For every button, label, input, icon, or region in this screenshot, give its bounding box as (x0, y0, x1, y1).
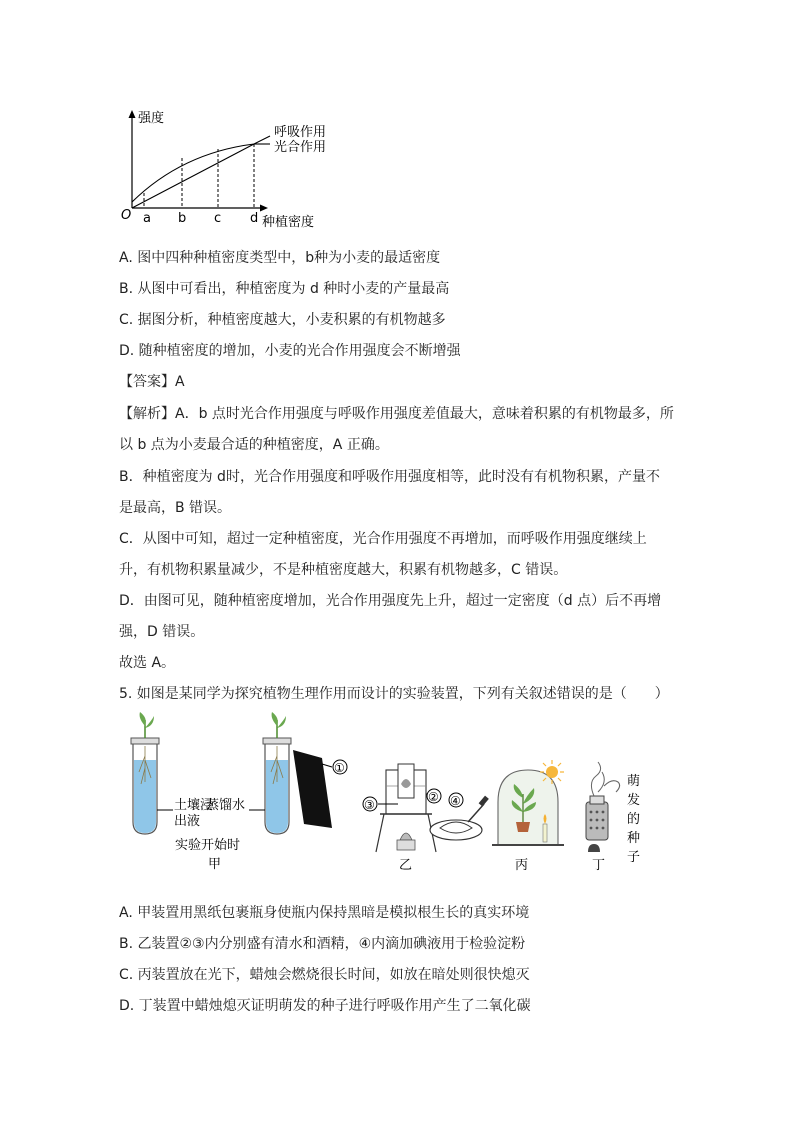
q4-analysis-line-2: 以 b 点为小麦最合适的种植密度，A 正确。 (119, 437, 389, 453)
y-axis-arrow (129, 110, 136, 118)
label-bing: 丙 (515, 858, 529, 873)
label-seed-2: 发 (627, 793, 641, 808)
label-yi: 乙 (399, 858, 413, 873)
tick-c: c (214, 211, 222, 226)
label-n2: ② (428, 790, 439, 804)
q4-option-d: D. 随种植密度的增加，小麦的光合作用强度会不断增强 (119, 343, 461, 359)
experiment-figure-svg (118, 712, 648, 880)
q4-analysis-line-4: 是最高，B 错误。 (119, 500, 232, 516)
apparatus-seed-jar (586, 762, 620, 852)
q4-conclusion: 故选 A。 (119, 655, 176, 671)
tube-distilled-water (263, 712, 291, 834)
q4-option-c: C. 据图分析，种植密度越大，小麦积累的有机物越多 (119, 312, 446, 328)
q5-option-a: A. 甲装置用黑纸包裹瓶身使瓶内保持黑暗是模拟根生长的真实环境 (119, 905, 530, 921)
label-n3: ③ (364, 798, 375, 812)
curve-photosynthesis (132, 144, 254, 208)
q4-analysis-line-8: 强，D 错误。 (119, 624, 205, 640)
label-n4: ④ (450, 794, 461, 808)
q4-option-a: A. 图中四种种植密度类型中，b种为小麦的最适密度 (119, 250, 441, 266)
y-axis-label: 强度 (138, 111, 165, 126)
label-soil-extract-2: 出液 (174, 814, 201, 829)
label-seed-5: 子 (627, 850, 641, 865)
tube-soil-extract (131, 712, 159, 834)
apparatus-water-bath (376, 764, 436, 852)
label-distilled-water: 蒸馏水 (206, 798, 246, 813)
experiment-figure (118, 712, 648, 880)
label-photosynthesis: 光合作用 (274, 140, 327, 155)
q4-analysis-line-5: C．从图中可知，超过一定种植密度，光合作用强度不再增加，而呼吸作用强度继续上 (119, 531, 647, 547)
label-seed-4: 种 (627, 831, 641, 846)
q4-analysis-line-6: 升，有机物积累量减少，不是种植密度越大，积累有机物越多，C 错误。 (119, 562, 568, 578)
label-start: 实验开始时 (175, 838, 241, 853)
x-axis-label: 种植密度 (262, 215, 315, 230)
q4-analysis-line-7: D．由图可见，随种植密度增加，光合作用强度先上升，超过一定密度（d 点）后不再增 (119, 593, 662, 609)
label-n1: ① (334, 761, 345, 775)
q4-answer: 【答案】A (119, 374, 185, 390)
label-seed-3: 的 (627, 812, 641, 827)
q5-option-c: C. 丙装置放在光下，蜡烛会燃烧很长时间，如放在暗处则很快熄灭 (119, 967, 530, 983)
label-jia: 甲 (208, 857, 222, 872)
q4-analysis-line-3: B．种植密度为 d时，光合作用强度和呼吸作用强度相等，此时没有有机物积累，产量不 (119, 469, 660, 485)
q5-stem: 5. 如图是某同学为探究植物生理作用而设计的实验装置，下列有关叙述错误的是（ ） (119, 686, 669, 702)
label-respiration: 呼吸作用 (274, 125, 327, 140)
q4-analysis-line-1: 【解析】A．b 点时光合作用强度与呼吸作用强度差值最大，意味着积累的有机物最多，所 (119, 406, 674, 422)
q5-option-b: B. 乙装置②③内分别盛有清水和酒精，④内滴加碘液用于检验淀粉 (119, 936, 526, 952)
apparatus-bell-jar (492, 770, 564, 845)
label-soil-extract-1: 土壤浸 (174, 798, 214, 813)
black-paper (293, 750, 332, 828)
sun-icon (540, 760, 564, 784)
label-seed-1: 萌 (627, 774, 641, 789)
origin-label: O (121, 208, 132, 223)
q5-option-d: D. 丁装置中蜡烛熄灭证明萌发的种子进行呼吸作用产生了二氧化碳 (119, 998, 531, 1014)
density-graph-svg (112, 106, 352, 232)
density-graph (112, 106, 352, 232)
q4-option-b: B. 从图中可看出，种植密度为 d 种时小麦的产量最高 (119, 281, 450, 297)
label-ding: 丁 (592, 858, 606, 873)
tick-b: b (178, 211, 187, 226)
tick-a: a (143, 211, 151, 226)
x-axis-arrow (260, 205, 268, 212)
tick-d: d (250, 211, 259, 226)
